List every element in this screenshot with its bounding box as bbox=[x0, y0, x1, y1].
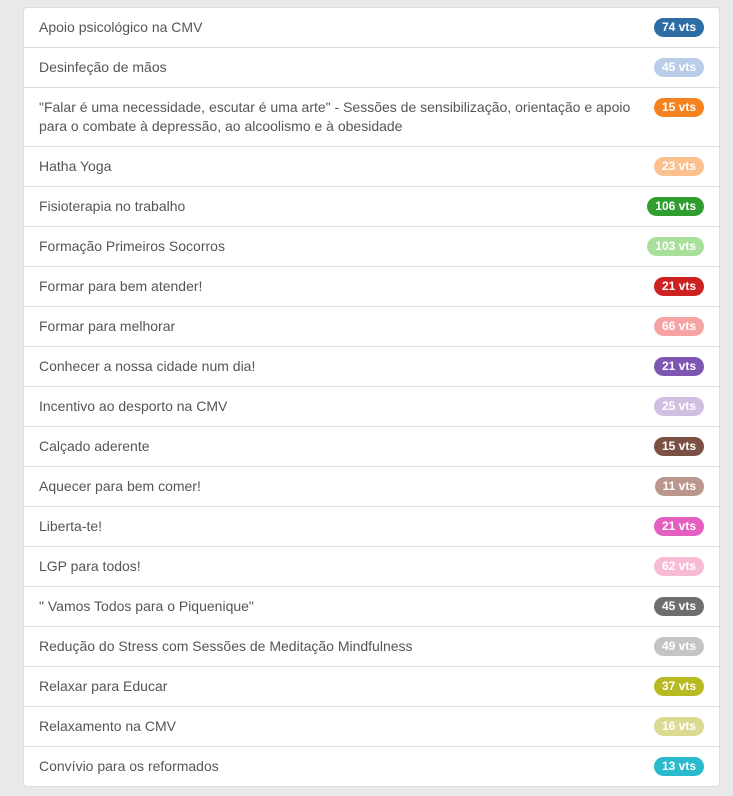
list-item[interactable] bbox=[24, 87, 719, 146]
list-item-title: "Falar é uma necessidade, escutar é uma arte" - Sessões de sensibilização, orientação e apoio para o combate à depressão, ao alcoolismo e à obesidade bbox=[39, 99, 631, 134]
list-item[interactable] bbox=[24, 506, 719, 546]
list-item[interactable] bbox=[24, 306, 719, 346]
list-item-title: Hatha Yoga bbox=[39, 158, 112, 174]
vote-count-badge: 62 vts bbox=[654, 557, 704, 576]
vote-count-badge: 74 vts bbox=[654, 18, 704, 37]
vote-count-badge: 11 vts bbox=[655, 477, 704, 496]
list-item-title: Desinfeção de mãos bbox=[39, 59, 167, 75]
vote-count-badge: 45 vts bbox=[654, 597, 704, 616]
vote-count-badge: 106 vts bbox=[647, 197, 704, 216]
list-item-title: Apoio psicológico na CMV bbox=[39, 19, 203, 35]
vote-count-badge: 25 vts bbox=[654, 397, 704, 416]
list-item[interactable] bbox=[24, 586, 719, 626]
vote-count-badge: 13 vts bbox=[654, 757, 704, 776]
vote-count-badge: 49 vts bbox=[654, 637, 704, 656]
list-item[interactable] bbox=[24, 226, 719, 266]
list-item[interactable] bbox=[24, 466, 719, 506]
list-item-title: Fisioterapia no trabalho bbox=[39, 198, 186, 214]
list-item-title: Liberta-te! bbox=[39, 518, 103, 534]
list-item-title: LGP para todos! bbox=[39, 558, 141, 574]
list-item[interactable] bbox=[24, 346, 719, 386]
vote-count-badge: 15 vts bbox=[654, 437, 704, 456]
list-item[interactable] bbox=[24, 146, 719, 186]
list-item-title: Conhecer a nossa cidade num dia! bbox=[39, 358, 256, 374]
list-item-title: Calçado aderente bbox=[39, 438, 150, 454]
vote-count-badge: 103 vts bbox=[647, 237, 704, 256]
list-item-title: Incentivo ao desporto na CMV bbox=[39, 398, 228, 414]
vote-count-badge: 23 vts bbox=[654, 157, 704, 176]
list-item-title: " Vamos Todos para o Piquenique" bbox=[39, 598, 254, 614]
list-item[interactable] bbox=[24, 186, 719, 226]
list-item[interactable] bbox=[24, 8, 719, 47]
vote-count-badge: 16 vts bbox=[654, 717, 704, 736]
vote-count-badge: 21 vts bbox=[654, 517, 704, 536]
vote-count-badge: 21 vts bbox=[654, 357, 704, 376]
list-item-title: Aquecer para bem comer! bbox=[39, 478, 201, 494]
list-item-title: Formar para melhorar bbox=[39, 318, 176, 334]
list-item[interactable] bbox=[24, 546, 719, 586]
list-item-title: Formar para bem atender! bbox=[39, 278, 203, 294]
vote-count-badge: 66 vts bbox=[654, 317, 704, 336]
list-item[interactable] bbox=[24, 666, 719, 706]
list-item[interactable] bbox=[24, 626, 719, 666]
list-item-title: Relaxamento na CMV bbox=[39, 718, 176, 734]
list-item-title: Formação Primeiros Socorros bbox=[39, 238, 225, 254]
list-item[interactable] bbox=[24, 746, 719, 786]
vote-count-badge: 45 vts bbox=[654, 58, 704, 77]
vote-count-badge: 15 vts bbox=[654, 98, 704, 117]
list-item[interactable] bbox=[24, 47, 719, 87]
list-item[interactable] bbox=[24, 386, 719, 426]
list-item-title: Convívio para os reformados bbox=[39, 758, 219, 774]
proposal-vote-list bbox=[23, 7, 720, 787]
list-item-title: Redução do Stress com Sessões de Meditação Mindfulness bbox=[39, 638, 413, 654]
list-item[interactable] bbox=[24, 426, 719, 466]
list-item[interactable] bbox=[24, 706, 719, 746]
vote-count-badge: 21 vts bbox=[654, 277, 704, 296]
vote-count-badge: 37 vts bbox=[654, 677, 704, 696]
list-item[interactable] bbox=[24, 266, 719, 306]
list-item-title: Relaxar para Educar bbox=[39, 678, 168, 694]
